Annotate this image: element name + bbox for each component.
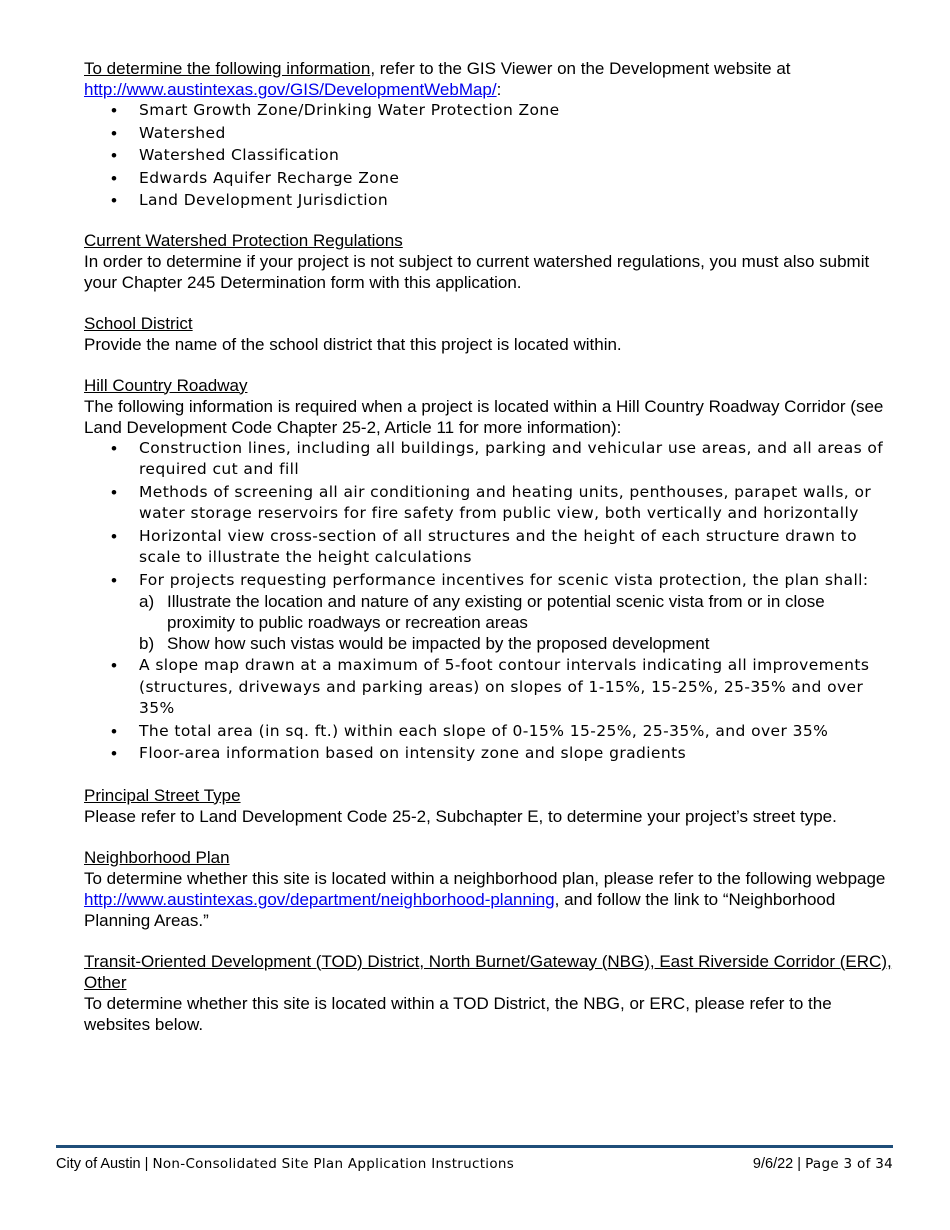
sub-marker: b)	[139, 634, 155, 653]
footer-left	[56, 1156, 514, 1172]
list-item: • Land Development Jurisdiction	[84, 190, 894, 212]
list-item	[84, 570, 894, 655]
street-type-section	[84, 785, 894, 827]
section-heading: Principal Street Type	[84, 785, 241, 805]
list-item: • Methods of screening all air conditioning and heating units, penthouses, parapet walls, or water storage reservoirs for fire safety from public view, both vertically and horizontally	[84, 482, 894, 525]
page-footer	[56, 1156, 893, 1176]
neighborhood-plan-section	[84, 847, 894, 931]
section-body: In order to determine if your project is not subject to current watershed regulations, you must also submit your Chapter 245 Determination form with this application.	[84, 251, 870, 292]
section-body: To determine whether this site is located within a TOD District, the NBG, or ERC, please refer to the websites below.	[84, 993, 832, 1034]
neighborhood-planning-link[interactable]: http://www.austintexas.gov/department/neighborhood-planning	[84, 889, 555, 909]
footer-separator: |	[793, 1156, 806, 1172]
footer-org: City of Austin	[56, 1156, 141, 1172]
list-item: • Smart Growth Zone/Drinking Water Protection Zone	[84, 100, 894, 122]
section-heading: School District	[84, 313, 193, 333]
gis-viewer-link[interactable]: http://www.austintexas.gov/GIS/DevelopmentWebMap/	[84, 80, 497, 99]
section-body: Provide the name of the school district that this project is located within.	[84, 334, 622, 354]
scenic-vista-sublist	[139, 591, 894, 654]
school-district-section	[84, 313, 894, 355]
section-body: Please refer to Land Development Code 25-2, Subchapter E, to determine your project’s street type.	[84, 806, 837, 826]
section-heading: Current Watershed Protection Regulations	[84, 230, 403, 250]
footer-page-number: Page 3 of 34	[805, 1156, 893, 1172]
gis-info-list	[84, 100, 894, 212]
sub-list-item	[139, 591, 894, 633]
hill-country-section	[84, 375, 894, 765]
body-text: , and follow the link to “Neighborhood Planning Areas.”	[84, 889, 836, 930]
list-item: • Horizontal view cross-section of all structures and the height of each structure drawn to scale to illustrate the height calculations	[84, 526, 894, 569]
footer-doc-title: Non-Consolidated Site Plan Application Instructions	[152, 1156, 515, 1172]
list-item: • Floor-area information based on intensity zone and slope gradients	[84, 743, 894, 765]
list-item: • Watershed Classification	[84, 145, 894, 167]
intro-paragraph	[84, 58, 894, 100]
footer-separator: |	[140, 1156, 153, 1172]
intro-link-tail: :	[496, 80, 502, 99]
section-heading: Transit-Oriented Development (TOD) District, North Burnet/Gateway (NBG), East Riverside Corridor (ERC), Other	[84, 951, 892, 992]
list-item: • A slope map drawn at a maximum of 5-foot contour intervals indicating all improvements (structures, driveways and parking areas) on slopes of 1-15%, 15-25%, 25-35% and over 35%	[84, 655, 894, 720]
list-item-text: For projects requesting performance incentives for scenic vista protection, the plan shall:	[139, 570, 869, 589]
list-item: • Construction lines, including all buildings, parking and vehicular use areas, and all areas of required cut and fill	[84, 438, 894, 481]
section-heading: Neighborhood Plan	[84, 847, 230, 867]
list-item: • Edwards Aquifer Recharge Zone	[84, 168, 894, 190]
sub-item-text: Illustrate the location and nature of any existing or potential scenic vista from or in close proximity to public roadways or recreation areas	[167, 592, 825, 632]
intro-lead-rest: , refer to the GIS Viewer on the Development website at	[370, 59, 791, 78]
list-item: • Watershed	[84, 123, 894, 145]
document-page	[84, 58, 894, 1035]
list-item: • The total area (in sq. ft.) within each slope of 0-15% 15-25%, 25-35%, and over 35%	[84, 721, 894, 743]
sub-marker: a)	[139, 592, 155, 611]
watershed-section	[84, 230, 894, 293]
hill-country-list	[84, 438, 894, 765]
section-heading: Hill Country Roadway	[84, 375, 248, 395]
body-text: To determine whether this site is located within a neighborhood plan, please refer to the following webpage	[84, 868, 886, 888]
footer-right	[753, 1156, 893, 1172]
footer-divider	[56, 1145, 893, 1148]
tod-section	[84, 951, 894, 1035]
sub-item-text: Show how such vistas would be impacted by the proposed development	[167, 634, 710, 653]
intro-lead: To determine the following information	[84, 59, 371, 78]
section-body: The following information is required when a project is located within a Hill Country Roadway Corridor (see Land Development Code Chapter 25-2, Article 11 for more information):	[84, 396, 884, 437]
sub-list-item	[139, 633, 894, 654]
footer-date: 9/6/22	[752, 1156, 794, 1172]
section-body	[84, 868, 894, 931]
